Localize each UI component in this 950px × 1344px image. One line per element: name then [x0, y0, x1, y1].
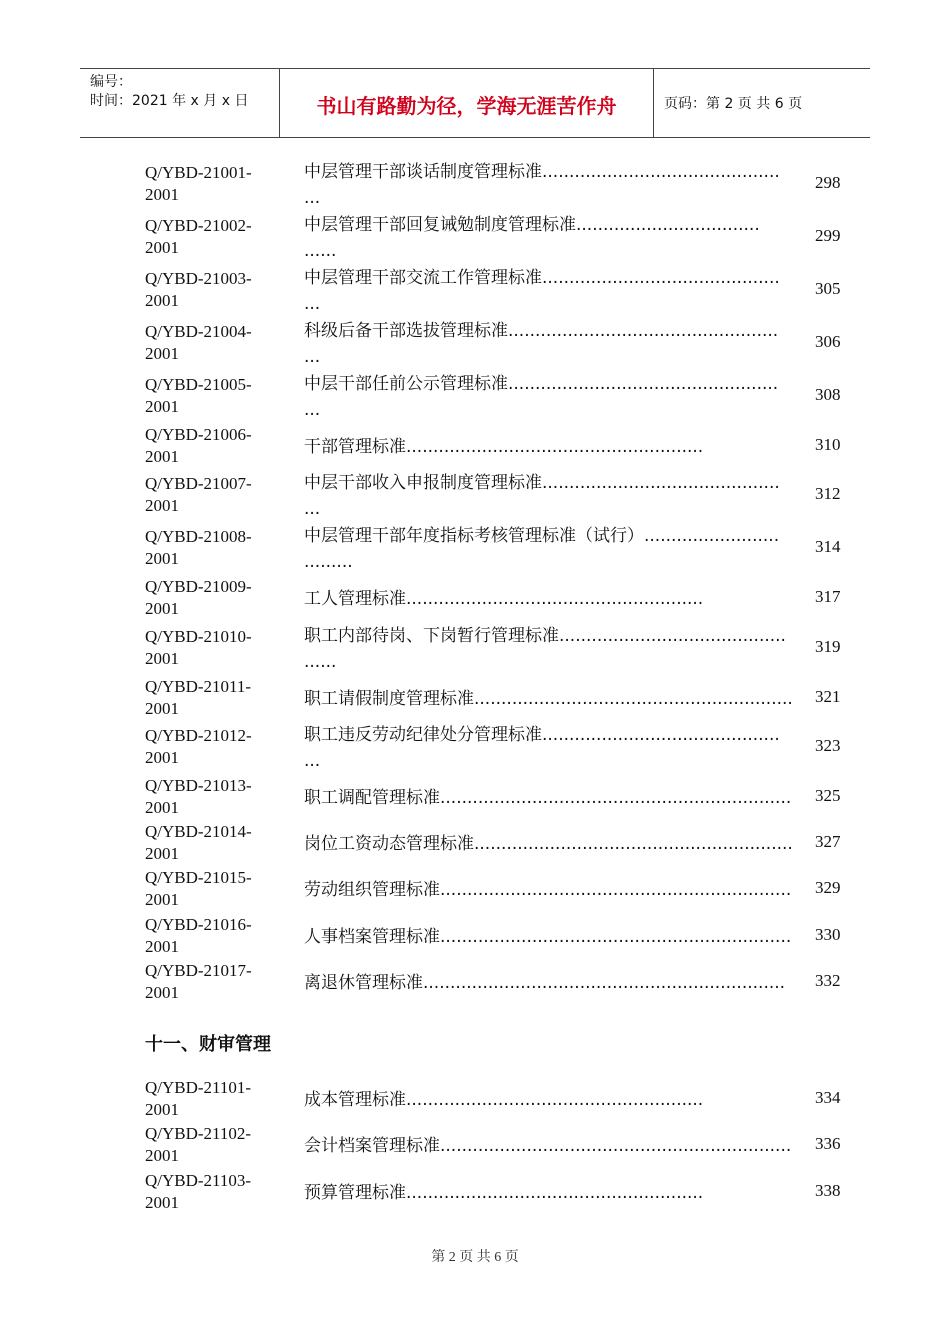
toc-leader-dots: .........................	[644, 526, 780, 546]
toc-entry-page: 325	[815, 786, 841, 805]
header-meta	[80, 69, 280, 137]
toc-leader-dots: ............................................	[542, 268, 780, 288]
toc-entry-title	[304, 523, 809, 575]
toc-code-line1: Q/YBD-21010-	[145, 627, 252, 646]
toc-title-text: 离退休管理标准	[304, 973, 423, 993]
toc-leader-dots-cont: ......	[304, 241, 337, 261]
toc-code-line2: 2001	[145, 983, 179, 1002]
toc-entry-code	[145, 676, 285, 720]
header-date: 时间：2021 年 x 月 x 日	[90, 93, 249, 109]
toc-entry-page: 306	[815, 332, 841, 351]
toc-code-line2: 2001	[145, 447, 179, 466]
toc-code-line2: 2001	[145, 699, 179, 718]
toc-entry-code	[145, 576, 285, 620]
toc-entry-page: 308	[815, 385, 841, 404]
toc-entry-code	[145, 215, 285, 259]
toc-code-line1: Q/YBD-21103-	[145, 1171, 252, 1190]
toc-leader-dots: ...................................................................	[423, 973, 786, 993]
header-page-number: 页码：第 2 页 共 6 页	[664, 96, 803, 112]
toc-leader-dots: ...........................................................	[474, 689, 793, 709]
toc-code-line1: Q/YBD-21017-	[145, 961, 252, 980]
toc-leader-dots-cont: ...	[304, 400, 321, 420]
toc-entry-code	[145, 960, 285, 1004]
toc-title-text: 中层管理干部交流工作管理标准	[304, 268, 542, 288]
toc-leader-dots: .......................................................	[406, 1090, 704, 1110]
toc-entry-code	[145, 424, 285, 468]
toc-title-text: 中层管理干部谈话制度管理标准	[304, 162, 542, 182]
toc-title-text: 中层管理干部回复诫勉制度管理标准	[304, 215, 576, 235]
toc-entry-title	[304, 1087, 809, 1113]
toc-title-text: 科级后备干部选拔管理标准	[304, 321, 508, 341]
toc-code-line2: 2001	[145, 496, 179, 515]
toc-title-text: 职工违反劳动纪律处分管理标准	[304, 725, 542, 745]
toc-leader-dots-cont: ...	[304, 347, 321, 367]
toc-code-line2: 2001	[145, 1193, 179, 1212]
toc-code-line1: Q/YBD-21003-	[145, 269, 252, 288]
toc-code-line2: 2001	[145, 397, 179, 416]
toc-code-line1: Q/YBD-21006-	[145, 425, 252, 444]
toc-entry-page: 299	[815, 226, 841, 245]
toc-leader-dots-cont: ...	[304, 294, 321, 314]
toc-code-line2: 2001	[145, 599, 179, 618]
toc-title-text: 中层管理干部年度指标考核管理标准（试行）	[304, 526, 644, 546]
toc-entry-page: 332	[815, 971, 841, 990]
toc-leader-dots: ............................................	[542, 473, 780, 493]
toc-title-text: 会计档案管理标准	[304, 1136, 440, 1156]
toc-leader-dots: .................................................................	[440, 927, 792, 947]
toc-entry-title	[304, 318, 809, 370]
toc-entry-code	[145, 374, 285, 418]
toc-entry-title	[304, 722, 809, 774]
toc-leader-dots: ............................................	[542, 162, 780, 182]
toc-code-line2: 2001	[145, 549, 179, 568]
header-motto: 书山有路勤为径，学海无涯苦作舟	[280, 69, 654, 137]
toc-code-line2: 2001	[145, 844, 179, 863]
page-header	[80, 68, 870, 138]
toc-code-line1: Q/YBD-21008-	[145, 527, 252, 546]
toc-title-text: 职工调配管理标准	[304, 788, 440, 808]
toc-entry-code	[145, 526, 285, 570]
toc-code-line1: Q/YBD-21011-	[145, 677, 252, 696]
toc-entry-title	[304, 1133, 809, 1159]
toc-entry-code	[145, 725, 285, 769]
toc-leader-dots: .......................................................	[406, 437, 704, 457]
toc-entry-title	[304, 970, 809, 996]
toc-entry-code	[145, 162, 285, 206]
toc-code-line1: Q/YBD-21004-	[145, 322, 252, 341]
toc-leader-dots-cont: .........	[304, 552, 353, 572]
toc-entry-code	[145, 321, 285, 365]
toc-title-text: 职工内部待岗、下岗暂行管理标准	[304, 626, 559, 646]
toc-code-line2: 2001	[145, 238, 179, 257]
toc-title-text: 中层干部收入申报制度管理标准	[304, 473, 542, 493]
toc-code-line1: Q/YBD-21002-	[145, 216, 252, 235]
toc-title-text: 岗位工资动态管理标准	[304, 834, 474, 854]
toc-title-text: 工人管理标准	[304, 589, 406, 609]
toc-leader-dots-cont: ...	[304, 751, 321, 771]
toc-entry-title	[304, 434, 809, 460]
toc-entry-page: 314	[815, 537, 841, 556]
toc-leader-dots-cont: ......	[304, 652, 337, 672]
toc-entry-page: 323	[815, 736, 841, 755]
toc-code-line1: Q/YBD-21015-	[145, 868, 252, 887]
toc-entry-code	[145, 268, 285, 312]
toc-title-text: 职工请假制度管理标准	[304, 689, 474, 709]
toc-code-line1: Q/YBD-21012-	[145, 726, 252, 745]
toc-leader-dots: ..........................................	[559, 626, 786, 646]
toc-code-line2: 2001	[145, 291, 179, 310]
toc-code-line2: 2001	[145, 185, 179, 204]
toc-entry-page: 330	[815, 925, 841, 944]
toc-entry-page: 305	[815, 279, 841, 298]
toc-entry-code	[145, 914, 285, 958]
toc-leader-dots: ...........................................................	[474, 834, 793, 854]
toc-entry-title	[304, 470, 809, 522]
toc-entry-page: 321	[815, 687, 841, 706]
toc-entry-page: 319	[815, 637, 841, 656]
toc-entry-code	[145, 1123, 285, 1167]
toc-entry-title	[304, 212, 809, 264]
toc-code-line1: Q/YBD-21013-	[145, 776, 252, 795]
toc-entry-title	[304, 623, 809, 675]
toc-title-text: 干部管理标准	[304, 437, 406, 457]
toc-title-text: 中层干部任前公示管理标准	[304, 374, 508, 394]
toc-entry-title	[304, 265, 809, 317]
toc-entry-title	[304, 371, 809, 423]
toc-entry-title	[304, 785, 809, 811]
page-footer: 第 2 页 共 6 页	[431, 1250, 519, 1265]
toc-code-line2: 2001	[145, 748, 179, 767]
toc-code-line1: Q/YBD-21005-	[145, 375, 252, 394]
toc-code-line2: 2001	[145, 649, 179, 668]
toc-code-line1: Q/YBD-21102-	[145, 1124, 252, 1143]
toc-title-text: 劳动组织管理标准	[304, 880, 440, 900]
toc-leader-dots: .................................................................	[440, 788, 792, 808]
toc-code-line2: 2001	[145, 1146, 179, 1165]
toc-leader-dots: .................................................................	[440, 880, 792, 900]
toc-leader-dots: ..................................	[576, 215, 760, 235]
toc-entry-title	[304, 159, 809, 211]
toc-leader-dots: ..................................................	[508, 374, 779, 394]
toc-entry-title	[304, 1180, 809, 1206]
toc-entry-page: 317	[815, 587, 841, 606]
toc-title-text: 预算管理标准	[304, 1183, 406, 1203]
toc-code-line1: Q/YBD-21101-	[145, 1078, 252, 1097]
toc-entry-page: 312	[815, 484, 841, 503]
toc-entry-page: 327	[815, 832, 841, 851]
toc-title-text: 成本管理标准	[304, 1090, 406, 1110]
toc-leader-dots: .......................................................	[406, 1183, 704, 1203]
toc-entry-title	[304, 586, 809, 612]
toc-code-line1: Q/YBD-21016-	[145, 915, 252, 934]
toc-entry-title	[304, 831, 809, 857]
toc-entry-code	[145, 626, 285, 670]
toc-leader-dots-cont: ...	[304, 188, 321, 208]
toc-entry-code	[145, 821, 285, 865]
section-heading: 十一、财审管理	[145, 1034, 271, 1055]
toc-entry-title	[304, 924, 809, 950]
toc-title-text: 人事档案管理标准	[304, 927, 440, 947]
toc-code-line2: 2001	[145, 344, 179, 363]
toc-entry-code	[145, 775, 285, 819]
toc-leader-dots: .................................................................	[440, 1136, 792, 1156]
toc-code-line1: Q/YBD-21001-	[145, 163, 252, 182]
toc-leader-dots: ............................................	[542, 725, 780, 745]
toc-code-line1: Q/YBD-21007-	[145, 474, 252, 493]
toc-entry-page: 334	[815, 1088, 841, 1107]
toc-code-line2: 2001	[145, 937, 179, 956]
toc-entry-page: 336	[815, 1134, 841, 1153]
toc-code-line1: Q/YBD-21009-	[145, 577, 252, 596]
toc-code-line2: 2001	[145, 890, 179, 909]
toc-entry-title	[304, 877, 809, 903]
toc-leader-dots: ..................................................	[508, 321, 779, 341]
toc-code-line2: 2001	[145, 1100, 179, 1119]
toc-code-line1: Q/YBD-21014-	[145, 822, 252, 841]
toc-leader-dots-cont: ...	[304, 499, 321, 519]
toc-entry-code	[145, 867, 285, 911]
toc-code-line2: 2001	[145, 798, 179, 817]
toc-entry-page: 298	[815, 173, 841, 192]
toc-entry-page: 338	[815, 1181, 841, 1200]
toc-entry-code	[145, 473, 285, 517]
toc-entry-code	[145, 1077, 285, 1121]
toc-leader-dots: .......................................................	[406, 589, 704, 609]
header-number: 编号：	[90, 74, 132, 90]
toc-entry-title	[304, 686, 809, 712]
toc-entry-page: 329	[815, 878, 841, 897]
toc-entry-page: 310	[815, 435, 841, 454]
toc-entry-code	[145, 1170, 285, 1214]
